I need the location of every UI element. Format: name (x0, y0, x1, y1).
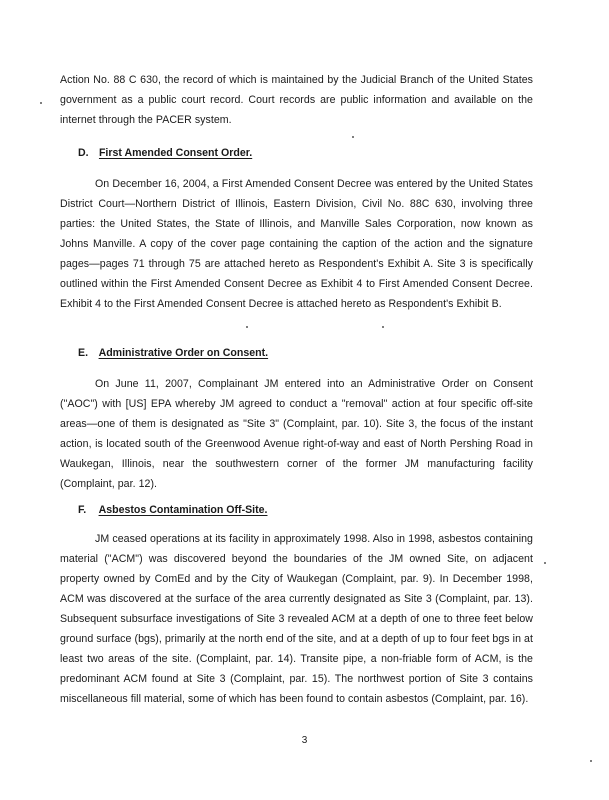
scan-speck (544, 562, 546, 564)
section-letter: E. (78, 347, 89, 359)
paragraph-administrative-order: On June 11, 2007, Complainant JM entered into an Administrative Order on Consent ("AOC") with [US] EPA whereby JM agreed to conduct a "removal" action at four specific off-site areas—one of them is designated as "Site 3" (Complaint, par. 10). Site 3, the focus of the instant action, is located south of the Greenwood Avenue right-of-way and east of North Pershing Road in Waukegan, Illinois, near the southwestern corner of the former JM manufacturing facility (Complaint, par. 12). (60, 378, 533, 490)
section-letter: F. (78, 504, 87, 516)
paragraph-asbestos-contamination: JM ceased operations at its facility in approximately 1998. Also in 1998, asbestos containing material ("ACM") was discovered beyond the boundaries of the JM owned Site, on adjacent property owned by ComEd and by the City of Waukegan (Complaint, par. 9). In December 1998, ACM was discovered at the surface of the area currently designated as Site 3 (Complaint, par. 13). Subsequent subsurface investigations of Site 3 revealed ACM at a depth of one to three feet below ground surface (bgs), primarily at the north end of the site, and at a depth of up to four feet bgs in at least two areas of the site. (Complaint, par. 14). Transite pipe, a non-friable form of ACM, is the predominant ACM found at Site 3 (Complaint, par. 15). The northwest portion of Site 3 contains miscellaneous fill material, some of which has been found to contain asbestos (Complaint, par. 16). (60, 533, 533, 705)
scan-speck (352, 136, 354, 138)
section-title: Asbestos Contamination Off-Site. (98, 504, 268, 516)
paragraph-action-record: Action No. 88 C 630, the record of which is maintained by the Judicial Branch of the United States government as a public court record. Court records are public information and available on the internet through the PACER system. (60, 74, 533, 126)
page-number: 3 (301, 735, 308, 746)
scan-speck (40, 102, 42, 104)
scan-speck (246, 326, 248, 328)
section-letter: D. (78, 147, 89, 159)
scan-speck (590, 760, 592, 762)
section-heading-e (78, 346, 268, 360)
section-title: Administrative Order on Consent. (98, 347, 269, 359)
scan-speck (382, 326, 384, 328)
section-title: First Amended Consent Order. (98, 147, 253, 159)
section-heading-f (78, 503, 267, 517)
section-heading-d (78, 146, 252, 160)
paragraph-first-amended-consent-decree: On December 16, 2004, a First Amended Consent Decree was entered by the United States District Court—Northern District of Illinois, Eastern Division, Civil No. 88C 630, involving three parties: the United States, the State of Illinois, and Manville Sales Corporation, now known as Johns Manville. A copy of the cover page containing the caption of the action and the signature pages—pages 71 through 75 are attached hereto as Respondent's Exhibit A. Site 3 is specifically outlined within the First Amended Consent Decree as Exhibit 4 to First Amended Consent Decree. Exhibit 4 to the First Amended Consent Decree is attached hereto as Respondent's Exhibit B. (60, 178, 533, 310)
